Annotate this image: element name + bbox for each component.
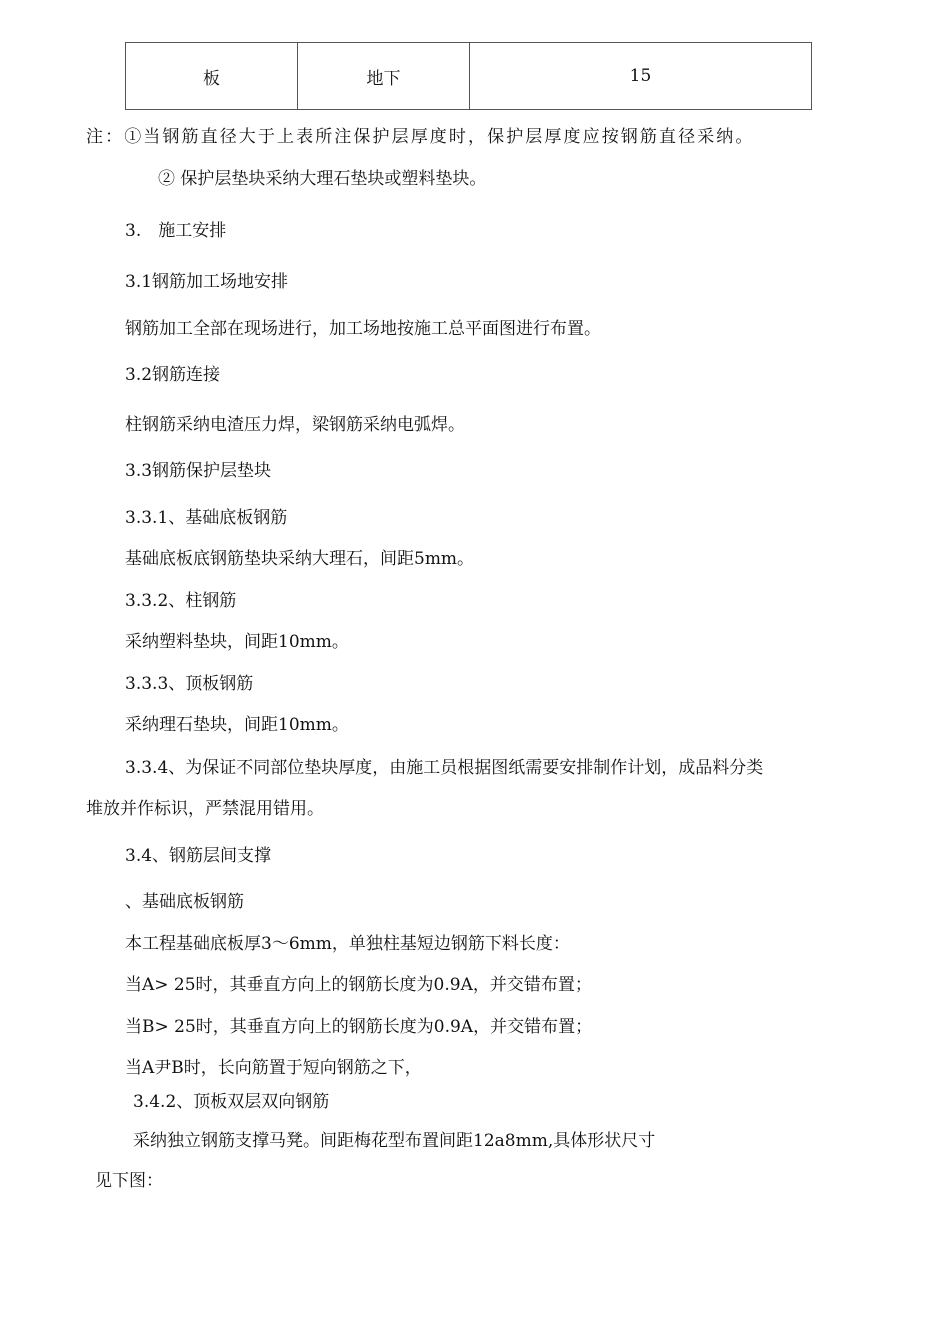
cover-thickness-table [125,42,812,110]
section-3-3-3-text: 采纳理石垫块，间距10mm。 [125,715,349,735]
section-3-1-text: 钢筋加工全部在现场进行，加工场地按施工总平面图进行布置。 [125,319,601,339]
table-cell-member: 板 [126,43,298,110]
section-3-4-2-text-1: 采纳独立钢筋支撑马凳。间距梅花型布置间距12a8mm,具体形状尺寸 [133,1131,656,1151]
section-3-4-1-text-3: 当B> 25时，其垂直方向上的钢筋长度为0.9A，并交错布置； [125,1017,593,1037]
section-3-3-heading: 3.3钢筋保护层垫块 [125,461,272,481]
section-3-4-1-heading: 、基础底板钢筋 [125,892,244,912]
note-line-1: 注：①当钢筋直径大于上表所注保护层厚度时，保护层厚度应按钢筋直径采纳。 [86,127,755,147]
section-3-4-1-text-4: 当A尹B时，长向筋置于短向钢筋之下， [125,1058,422,1078]
section-3-1-heading: 3.1钢筋加工场地安排 [125,272,289,292]
section-3-4-heading: 3.4、钢筋层间支撑 [125,846,272,866]
table-row [126,43,812,110]
section-3-3-1-text: 基础底板底钢筋垫块采纳大理石，间距5mm。 [125,549,475,569]
section-3-2-heading: 3.2钢筋连接 [125,365,221,385]
section-3-4-2-heading: 3.4.2、顶板双层双向钢筋 [133,1092,330,1112]
section-3-2-text: 柱钢筋采纳电渣压力焊，梁钢筋采纳电弧焊。 [125,415,465,435]
section-3-3-2-text: 采纳塑料垫块，间距10mm。 [125,632,349,652]
section-3-heading: 3. 施工安排 [125,221,227,241]
section-3-4-2-text-2: 见下图： [95,1171,163,1191]
section-3-3-2-heading: 3.3.2、柱钢筋 [125,591,237,611]
section-3-3-3-heading: 3.3.3、顶板钢筋 [125,674,254,694]
section-3-4-1-text-1: 本工程基础底板厚3〜6mm，单独柱基短边钢筋下料长度： [125,934,570,954]
table-cell-location: 地下 [298,43,470,110]
note-line-2: ② 保护层垫块采纳大理石垫块或塑料垫块。 [158,169,487,189]
section-3-3-4-line-2: 堆放并作标识，严禁混用错用。 [86,799,324,819]
section-3-4-1-text-2: 当A> 25时，其垂直方向上的钢筋长度为0.9A，并交错布置； [125,975,592,995]
section-3-3-4-line-1: 3.3.4、为保证不同部位垫块厚度，由施工员根据图纸需要安排制作计划，成品料分类 [125,758,764,778]
table-cell-thickness: 15 [470,43,812,110]
section-3-3-1-heading: 3.3.1、基础底板钢筋 [125,508,288,528]
